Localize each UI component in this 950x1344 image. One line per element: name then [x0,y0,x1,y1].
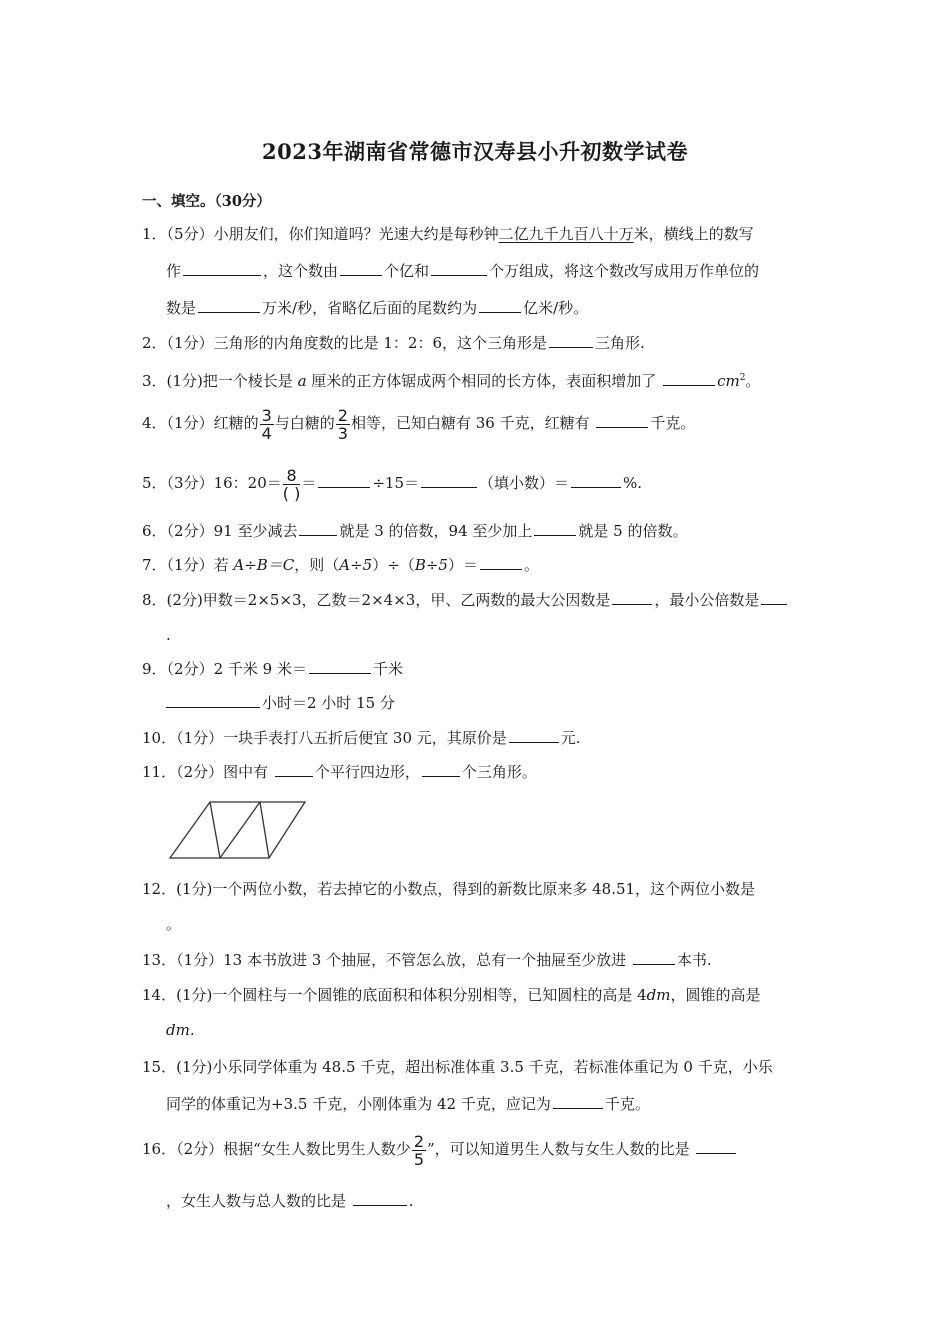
question-15-line-1: 15．(1分)小乐同学体重为 48.5 千克，超出标准体重 3.5 千克，若标准体重记为 0 千克，小乐 [142,1058,773,1076]
parallelogram-triangle-figure [165,770,315,862]
inner-line [210,802,220,858]
question-10: 10．（1分）一块手表打八五折后便宜 30 元，其原价是 元. [142,729,581,747]
answer-blank[interactable] [422,762,460,777]
answer-blank[interactable] [480,555,522,570]
question-1-line-1: 1．（5分）小朋友们，你们知道吗？光速大约是每秒钟二亿九千九百八十万米，横线上的数写 [142,225,754,243]
answer-blank[interactable] [596,413,648,428]
answer-blank[interactable] [299,521,337,536]
answer-blank[interactable] [633,950,675,965]
question-11: 11．（2分）图中有 个平行四边形， 个三角形。 [142,763,537,781]
answer-blank[interactable] [318,473,370,488]
inner-line [220,802,260,858]
section-heading: 一、填空。（30分） [142,193,271,210]
question-9-line-1: 9．（2分）2 千米 9 米＝ 千米 [142,660,403,678]
underlined-number-text: 二亿九千九百八十万 [498,225,634,243]
question-4: 4．（1分）红糖的 $\frac{3}{4}$ 与白糖的 $\frac{2}{3}$ 相等，已知白糖有 36 千克，红糖有 千克。 [142,405,696,443]
question-1-line-3: 数是 万米/秒，省略亿后面的尾数约为 亿米/秒。 [166,299,589,317]
question-16-line-1: 16．（2分）根据“女生人数比男生人数少 $\frac{2}{5}$ ”，可以知道男生人数与女生人数的比是 [142,1130,738,1168]
question-3: 3．(1分)把一个棱长是 a 厘米的正方体锯成两个相同的长方体，表面积增加了 $cm^2$。 [142,372,761,390]
question-13: 13．（1分）13 本书放进 3 个抽屉，不管怎么放，总有一个抽屉至少放进 本书. [142,951,712,969]
question-5: 5．（3分）16：20＝ $\frac{8}{( )}$ ＝ ÷15＝ （填小数）＝ %. [142,465,643,503]
answer-blank[interactable] [553,1094,603,1109]
question-16-line-2: ，女生人数与总人数的比是 . [166,1192,414,1210]
question-6: 6．（2分）91 至少减去 就是 3 的倍数，94 至少加上 就是 5 的倍数。 [142,522,688,540]
question-15-line-2: 同学的体重记为+3.5 千克，小刚体重为 42 千克，应记为 千克。 [166,1095,650,1113]
fraction: $\frac{8}{( )}$ [282,465,301,503]
answer-blank[interactable] [198,298,260,313]
question-14-line-2: dm. [166,1021,195,1039]
fraction: $\frac{3}{4}$ [261,405,272,443]
question-14-line-1: 14．(1分)一个圆柱与一个圆锥的底面积和体积分别相等，已知圆柱的高是 4dm，圆锥的高是 [142,986,761,1004]
answer-blank[interactable] [696,1139,736,1154]
question-7: 7．（1分）若 A÷B＝C，则（A÷5）÷（B÷5）＝ 。 [142,556,539,574]
fraction: $\frac{2}{3}$ [337,405,348,443]
inner-line [260,802,269,858]
question-12-line-2: 。 [166,915,182,933]
answer-blank[interactable] [549,333,593,348]
answer-blank[interactable] [183,261,261,276]
page-title: 2023年湖南省常德市汉寿县小升初数学试卷 [262,139,688,164]
answer-blank[interactable] [353,1191,407,1206]
answer-blank[interactable] [309,659,371,674]
question-2: 2．（1分）三角形的内角度数的比是 1：2：6，这个三角形是 三角形. [142,334,645,352]
question-12-line-1: 12．(1分)一个两位小数，若去掉它的小数点，得到的新数比原来多 48.51，这个两位小数是 [142,880,756,898]
answer-blank[interactable] [340,261,382,276]
answer-blank[interactable] [431,261,487,276]
fraction: $\frac{2}{5}$ [413,1131,424,1169]
answer-blank[interactable] [612,590,652,605]
answer-blank[interactable] [479,298,521,313]
answer-blank[interactable] [509,728,559,743]
question-1-line-2: 作 ，这个数由 个亿和 个万组成，将这个数改写成用万作单位的 [166,262,760,280]
answer-blank[interactable] [166,693,260,708]
answer-blank[interactable] [534,521,576,536]
question-9-line-2: 小时＝2 小时 15 分 [166,693,395,713]
answer-blank[interactable] [663,371,715,386]
outer-parallelogram [170,802,305,858]
answer-blank[interactable] [761,590,787,605]
question-8-line-1: 8．(2分)甲数＝2×5×3，乙数＝2×4×3，甲、乙两数的最大公因数是 ，最小公倍数是 [142,590,789,610]
answer-blank[interactable] [421,473,477,488]
question-8-line-2: . [166,626,171,644]
answer-blank[interactable] [571,473,621,488]
